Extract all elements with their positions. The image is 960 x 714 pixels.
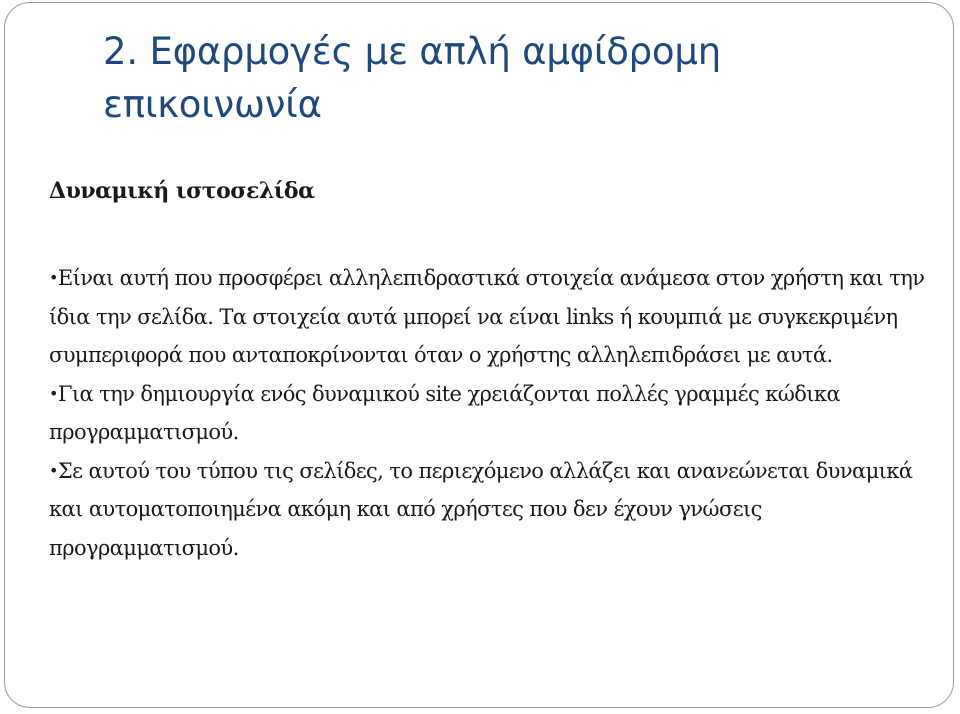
paragraph-text: Για την δημιουργία ενός δυναμικού site χρειάζονται πολλές γραμμές κώδικα προγραμματισμού. xyxy=(49,381,841,444)
bullet-paragraph xyxy=(49,259,939,375)
bullet-paragraph xyxy=(49,452,939,568)
bullet-paragraph xyxy=(49,375,939,452)
paragraph-text: Είναι αυτή που προσφέρει αλληλεπιδραστικά στοιχεία ανάμεσα στον χρήστη και την ίδια την σελίδα. Τα στοιχεία αυτά μπορεί να είναι links ή κουμπιά με συγκεκριμένη συμπεριφορά που ανταποκρίνονται όταν ο χρήστης αλληλεπιδράσει με αυτά. xyxy=(49,266,925,367)
slide-title: 2. Εφαρμογές με απλή αμφίδρομη επικοινωνία xyxy=(103,30,721,126)
bullet-icon: • xyxy=(49,460,58,480)
bullet-icon: • xyxy=(49,383,58,403)
slide-body xyxy=(49,259,939,567)
bullet-icon: • xyxy=(49,268,58,287)
paragraph-text: Σε αυτού του τύπου τις σελίδες, το περιεχόμενο αλλάζει και ανανεώνεται δυναμικά και αυτοματοποιημένα ακόμη και από χρήστες που δεν έχουν γνώσεις προγραμματισμού. xyxy=(49,458,913,560)
slide-subtitle: Δυναμική ιστοσελίδα xyxy=(49,178,315,204)
slide-frame xyxy=(4,2,954,708)
